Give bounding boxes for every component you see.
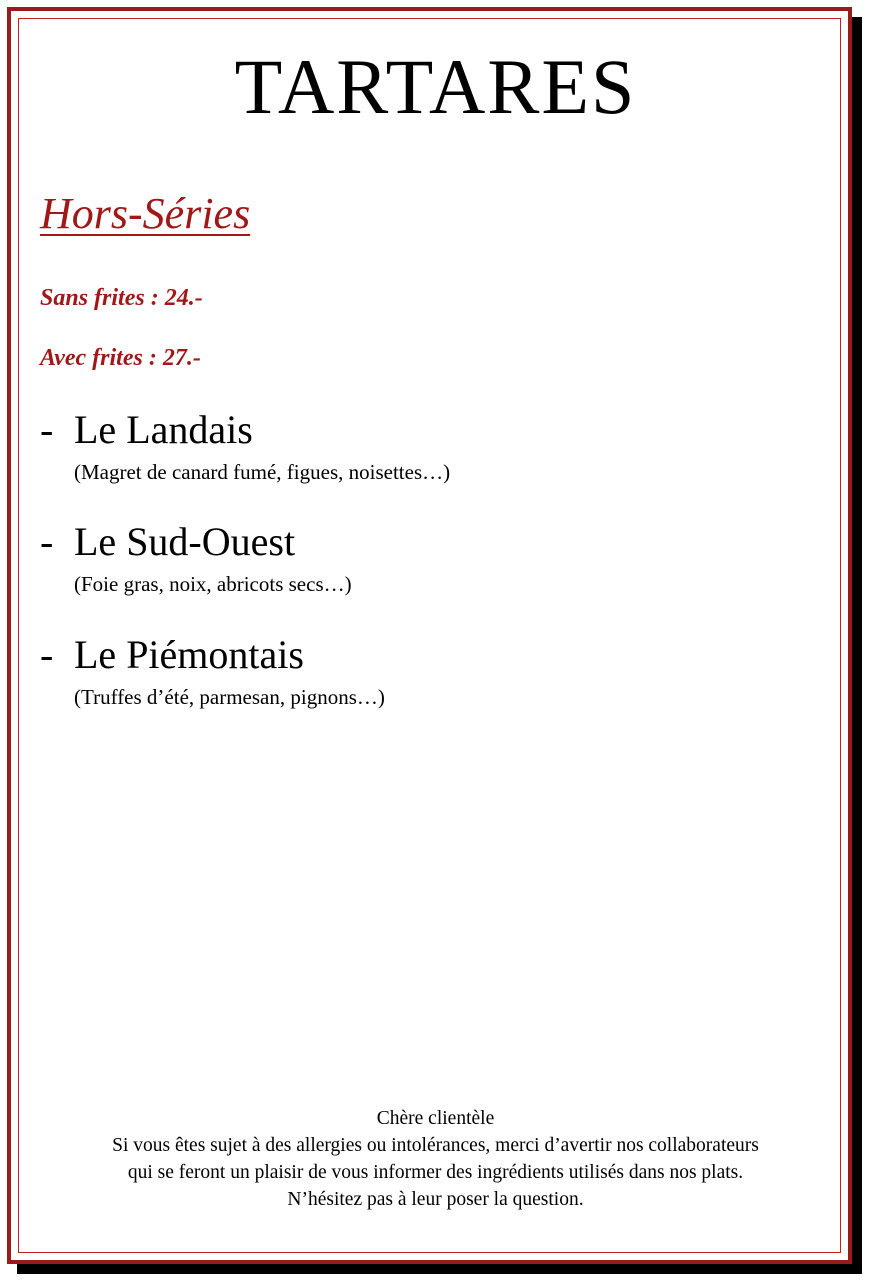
dish-name: Le Landais	[74, 407, 253, 452]
dish-name: Le Piémontais	[74, 632, 304, 677]
dish-name: Le Sud-Ouest	[74, 519, 296, 564]
page-title: TARTARES	[234, 43, 637, 130]
allergy-notice-line: qui se feront un plaisir de vous informer des ingrédients utilisés dans nos plats.	[127, 1162, 744, 1183]
dish-dash: -	[40, 407, 54, 452]
price-with-fries: Avec frites : 27.-	[40, 345, 201, 371]
allergy-notice-line: N’hésitez pas à leur poser la question.	[287, 1189, 584, 1210]
dish-description: (Truffes d’été, parmesan, pignons…)	[74, 685, 385, 709]
dish-item	[40, 520, 820, 597]
dish-dash: -	[40, 632, 54, 677]
dish-description: (Foie gras, noix, abricots secs…)	[74, 572, 352, 596]
dish-item	[40, 633, 820, 710]
dish-name-row	[40, 408, 820, 452]
dish-dash: -	[40, 519, 54, 564]
section-heading: Hors-Séries	[40, 189, 251, 238]
allergy-notice	[0, 1105, 871, 1213]
allergy-notice-greeting: Chère clientèle	[376, 1108, 495, 1129]
dish-name-row	[40, 520, 820, 564]
price-without-fries: Sans frites : 24.-	[40, 285, 203, 311]
dish-description: (Magret de canard fumé, figues, noisettes…)	[74, 460, 451, 484]
dish-item	[40, 408, 820, 485]
dish-name-row	[40, 633, 820, 677]
allergy-notice-line: Si vous êtes sujet à des allergies ou intolérances, merci d’avertir nos collaborateurs	[112, 1135, 759, 1156]
